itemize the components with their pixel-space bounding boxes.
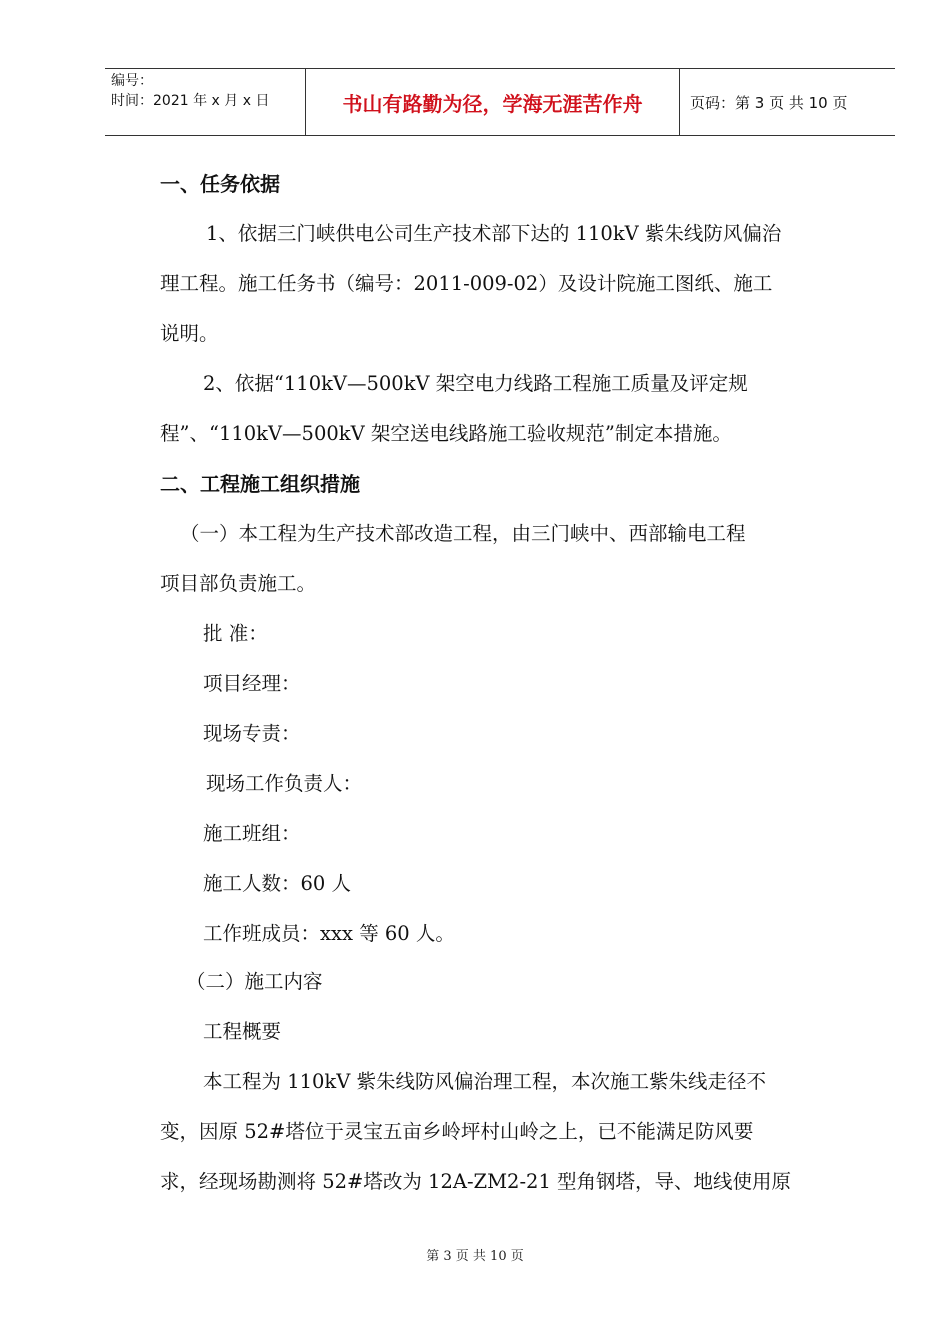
paragraph-line: 求，经现场勘测将 52#塔改为 12A-ZM2-21 型角钢塔，导、地线使用原 <box>160 1170 792 1193</box>
header-meta <box>105 69 306 135</box>
field-members: 工作班成员：xxx 等 60 人。 <box>203 922 455 945</box>
document-header <box>105 68 895 136</box>
paragraph-line: 1、依据三门峡供电公司生产技术部下达的 110kV 紫朱线防风偏治 <box>206 222 782 245</box>
paragraph-line: 程”、“110kV—500kV 架空送电线路施工验收规范”制定本措施。 <box>160 422 732 445</box>
field-site-work-lead: 现场工作负责人： <box>206 772 363 795</box>
paragraph-line: 项目部负责施工。 <box>160 572 317 595</box>
subsection-title-content: （二）施工内容 <box>186 970 323 993</box>
paragraph-line: 理工程。施工任务书（编号：2011-009-02）及设计院施工图纸、施工 <box>160 272 773 295</box>
time-label: 时间：2021 年 x 月 x 日 <box>111 93 270 109</box>
field-team: 施工班组： <box>203 822 301 845</box>
paragraph-line: 2、依据“110kV—500kV 架空电力线路工程施工质量及评定规 <box>203 372 748 395</box>
section-title-organization: 二、工程施工组织措施 <box>160 472 360 496</box>
paragraph-line: 本工程为 110kV 紫朱线防风偏治理工程，本次施工紫朱线走径不 <box>203 1070 767 1093</box>
number-label: 编号： <box>111 73 153 89</box>
page-footer: 第 3 页 共 10 页 <box>426 1249 524 1264</box>
field-headcount: 施工人数：60 人 <box>203 872 352 895</box>
header-page-number: 页码：第 3 页 共 10 页 <box>690 93 848 112</box>
paragraph-line: 说明。 <box>160 322 219 345</box>
subsection-title-overview: 工程概要 <box>203 1020 282 1043</box>
field-approve: 批 准： <box>203 622 268 645</box>
header-motto: 书山有路勤为径，学海无涯苦作舟 <box>306 69 680 135</box>
paragraph-line: 变，因原 52#塔位于灵宝五亩乡岭坪村山岭之上，已不能满足防风要 <box>160 1120 754 1143</box>
field-site-lead: 现场专责： <box>203 722 301 745</box>
field-project-manager: 项目经理： <box>203 672 301 695</box>
paragraph-line: （一）本工程为生产技术部改造工程，由三门峡中、西部输电工程 <box>180 522 746 545</box>
section-title-basis: 一、任务依据 <box>160 172 280 196</box>
